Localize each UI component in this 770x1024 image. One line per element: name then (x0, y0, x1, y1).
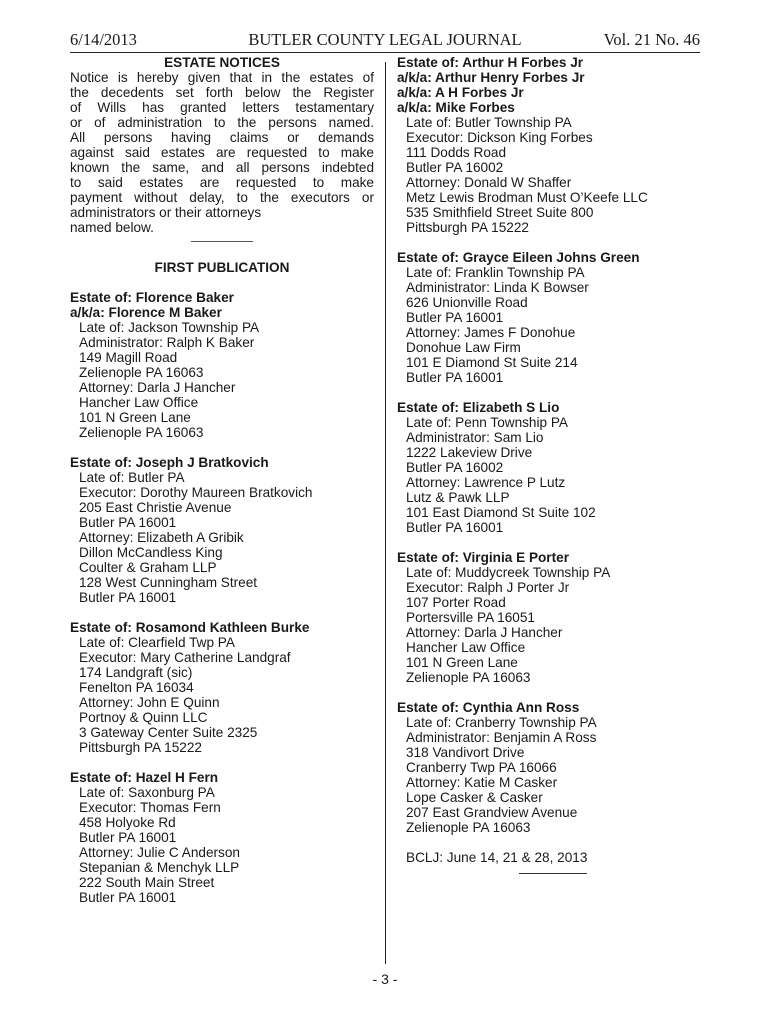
estate-entry (397, 250, 701, 400)
estate-name: Estate of: Grayce Eileen Johns Green (397, 250, 640, 265)
estate-detail-line: Late of: Butler Township PA (406, 115, 572, 130)
estate-entry (397, 400, 701, 550)
estate-detail-line: Administrator: Benjamin A Ross (406, 730, 597, 745)
estate-detail-line: Metz Lewis Brodman Must O’Keefe LLC (406, 190, 648, 205)
estate-detail-line: Zelienople PA 16063 (79, 365, 204, 380)
estate-detail-line: Cranberry Twp PA 16066 (406, 760, 557, 775)
estate-detail-line: 626 Unionville Road (406, 295, 528, 310)
estate-detail-line: Hancher Law Office (79, 395, 199, 410)
notice-line: the decedents set forth below the Register (70, 85, 374, 100)
estate-detail-line: Administrator: Sam Lio (406, 430, 544, 445)
estate-detail-line: Attorney: Elizabeth A Gribik (79, 530, 244, 545)
estate-detail-line: Donohue Law Firm (406, 340, 521, 355)
estate-name: Estate of: Arthur H Forbes Jr (397, 55, 584, 70)
estate-detail-line: 222 South Main Street (79, 875, 215, 890)
notice-line: to said estates are requested to make (70, 175, 374, 190)
estate-name: Estate of: Elizabeth S Lio (397, 400, 560, 415)
estate-detail-line: 174 Landgraft (sic) (79, 665, 193, 680)
page-number: - 3 - (372, 971, 398, 987)
estate-detail-line: 111 Dodds Road (406, 145, 507, 160)
estate-detail-line: Zelienople PA 16063 (79, 425, 204, 440)
estate-detail-line: Executor: Ralph J Porter Jr (406, 580, 570, 595)
estate-entry (397, 55, 701, 250)
left-estate-list (70, 290, 374, 920)
estate-detail-line: Late of: Saxonburg PA (79, 785, 215, 800)
estate-detail-line: Dillon McCandless King (79, 545, 223, 560)
notice-line: known the same, and all persons indebted (70, 160, 374, 175)
estate-detail-line: Attorney: Lawrence P Lutz (406, 475, 566, 490)
estate-detail-line: Fenelton PA 16034 (79, 680, 194, 695)
first-publication-heading: FIRST PUBLICATION (154, 260, 290, 275)
estate-detail-line: Late of: Butler PA (79, 470, 185, 485)
estate-detail-line: 3 Gateway Center Suite 2325 (79, 725, 258, 740)
estate-name: Estate of: Virginia E Porter (397, 550, 569, 565)
estate-detail-line: 205 East Christie Avenue (79, 500, 232, 515)
estate-aka: a/k/a: Arthur Henry Forbes Jr (397, 70, 585, 85)
estate-detail-line: 128 West Cunningham Street (79, 575, 258, 590)
header-rule (70, 52, 700, 53)
estate-detail-line: Late of: Cranberry Township PA (406, 715, 597, 730)
header-date: 6/14/2013 (70, 30, 137, 49)
estate-aka: a/k/a: A H Forbes Jr (397, 85, 524, 100)
estate-name: Estate of: Cynthia Ann Ross (397, 700, 580, 715)
estate-detail-line: 101 N Green Lane (406, 655, 518, 670)
notice-line: payment without delay, to the executors or (70, 190, 374, 205)
estate-detail-line: Attorney: Darla J Hancher (79, 380, 236, 395)
estate-aka: a/k/a: Florence M Baker (70, 305, 222, 320)
estate-detail-line: Coulter & Graham LLP (79, 560, 217, 575)
estate-detail-line: Late of: Clearfield Twp PA (79, 635, 235, 650)
estate-entry (70, 770, 374, 920)
estate-detail-line: Executor: Thomas Fern (79, 800, 221, 815)
estate-detail-line: Attorney: Donald W Shaffer (406, 175, 572, 190)
estate-notices-heading: ESTATE NOTICES (164, 55, 280, 70)
estate-detail-line: Late of: Franklin Township PA (406, 265, 585, 280)
right-column (397, 55, 701, 874)
estate-detail-line: Pittsburgh PA 15222 (406, 220, 529, 235)
estate-detail-line: Portersville PA 16051 (406, 610, 535, 625)
estate-entry (397, 550, 701, 700)
estate-detail-line: Portnoy & Quinn LLC (79, 710, 208, 725)
column-divider (385, 62, 386, 964)
estate-detail-line: 101 East Diamond St Suite 102 (406, 505, 596, 520)
estate-entry (70, 290, 374, 455)
estate-detail-line: Executor: Mary Catherine Landgraf (79, 650, 291, 665)
estate-detail-line: 101 N Green Lane (79, 410, 191, 425)
notice-line: administrators or their attorneys (70, 205, 262, 220)
estate-detail-line: Butler PA 16001 (406, 520, 504, 535)
estate-detail-line: Late of: Jackson Township PA (79, 320, 260, 335)
estate-detail-line: Butler PA 16001 (79, 590, 177, 605)
estate-detail-line: Lope Casker & Casker (406, 790, 543, 805)
estate-name: Estate of: Hazel H Fern (70, 770, 219, 785)
notice-line: All persons having claims or demands (70, 130, 374, 145)
estate-detail-line: 101 E Diamond St Suite 214 (406, 355, 578, 370)
header-volume: Vol. 21 No. 46 (603, 30, 700, 49)
right-estate-list (397, 55, 701, 850)
estate-detail-line: Executor: Dorothy Maureen Bratkovich (79, 485, 313, 500)
estate-name: Estate of: Joseph J Bratkovich (70, 455, 269, 470)
estate-aka: a/k/a: Mike Forbes (397, 100, 515, 115)
estate-detail-line: Butler PA 16001 (406, 310, 504, 325)
end-separator (519, 873, 587, 874)
estate-detail-line: Butler PA 16002 (406, 160, 504, 175)
estate-detail-line: 1222 Lakeview Drive (406, 445, 533, 460)
bclj-publication-dates: BCLJ: June 14, 21 & 28, 2013 (406, 850, 588, 865)
estate-detail-line: Late of: Penn Township PA (406, 415, 568, 430)
estate-detail-line: Stepanian & Menchyk LLP (79, 860, 240, 875)
estate-detail-line: Zelienople PA 16063 (406, 820, 531, 835)
estate-name: Estate of: Florence Baker (70, 290, 234, 305)
estate-detail-line: Administrator: Linda K Bowser (406, 280, 589, 295)
estate-detail-line: Hancher Law Office (406, 640, 526, 655)
estate-detail-line: Attorney: John E Quinn (79, 695, 220, 710)
estate-detail-line: Attorney: Katie M Casker (406, 775, 558, 790)
estate-detail-line: Attorney: Darla J Hancher (406, 625, 563, 640)
estate-detail-line: Zelienople PA 16063 (406, 670, 531, 685)
estate-detail-line: Late of: Muddycreek Township PA (406, 565, 611, 580)
estate-detail-line: Butler PA 16001 (406, 370, 504, 385)
estate-detail-line: Butler PA 16001 (79, 830, 177, 845)
notice-line: Notice is hereby given that in the estates of (70, 70, 374, 85)
estate-detail-line: Lutz & Pawk LLP (406, 490, 510, 505)
notice-line: or of administration to the persons named. (70, 115, 374, 130)
notice-paragraph (70, 70, 374, 235)
estate-entry (397, 700, 701, 850)
notice-line: of Wills has granted letters testamentary (70, 100, 374, 115)
estate-detail-line: 535 Smithfield Street Suite 800 (406, 205, 594, 220)
header-title: BUTLER COUNTY LEGAL JOURNAL (248, 30, 522, 49)
estate-detail-line: Administrator: Ralph K Baker (79, 335, 255, 350)
estate-detail-line: Butler PA 16001 (79, 515, 177, 530)
estate-detail-line: Attorney: James F Donohue (406, 325, 576, 340)
estate-detail-line: Executor: Dickson King Forbes (406, 130, 593, 145)
estate-detail-line: Attorney: Julie C Anderson (79, 845, 240, 860)
estate-detail-line: 458 Holyoke Rd (79, 815, 176, 830)
estate-entry (70, 455, 374, 620)
estate-detail-line: Butler PA 16002 (406, 460, 504, 475)
notice-line: named below. (70, 220, 154, 235)
estate-detail-line: 318 Vandivort Drive (406, 745, 525, 760)
estate-detail-line: 207 East Grandview Avenue (406, 805, 578, 820)
notice-line: against said estates are requested to make (70, 145, 374, 160)
estate-detail-line: Butler PA 16001 (79, 890, 177, 905)
left-column (70, 55, 374, 920)
page-header (70, 30, 700, 52)
estate-detail-line: 149 Magill Road (79, 350, 178, 365)
estate-detail-line: 107 Porter Road (406, 595, 506, 610)
estate-detail-line: Pittsburgh PA 15222 (79, 740, 202, 755)
estate-name: Estate of: Rosamond Kathleen Burke (70, 620, 310, 635)
estate-entry (70, 620, 374, 770)
